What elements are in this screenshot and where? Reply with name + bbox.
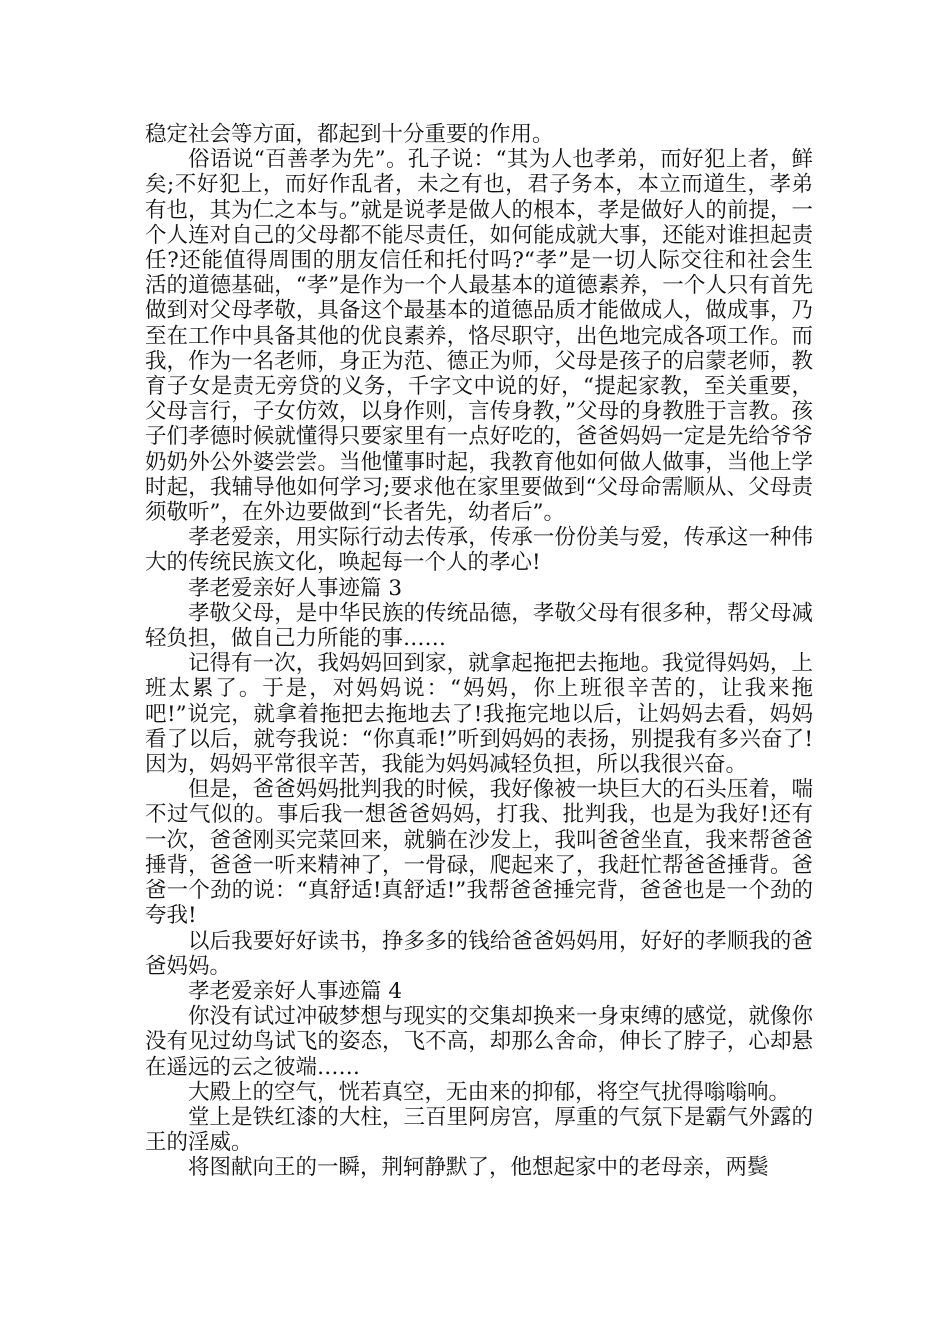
paragraph-palace-pillars: 堂上是铁红漆的大柱，三百里阿房宫，厚重的气氛下是霸气外露的王的淫威。: [145, 1104, 813, 1156]
paragraph-jing-ke: 将图献向王的一瞬，荆轲静默了，他想起家中的老母亲，两鬓: [188, 1155, 769, 1181]
section-heading-4: 孝老爱亲好人事迹篇 4: [188, 978, 403, 1004]
section-heading-3: 孝老爱亲好人事迹篇 3: [188, 575, 403, 601]
document-page: [145, 122, 813, 1181]
paragraph-resolution: 以后我要好好读书，挣多多的钱给爸爸妈妈用，好好的孝顺我的爸爸妈妈。: [145, 928, 813, 979]
paragraph-filial-piety-essay: 俗语说“百善孝为先”。孔子说：“其为人也孝弟，而好犯上者，鲜矣;不好犯上，而好作乱者，未之有也，君子务本，本立而道生，孝弟有也，其为仁之本与。”就是说孝是做人的根本，孝是做好人的前提，一个人连对自己的父母都不能尽责任，如何能成就大事，还能对谁担起责任?还能值得周围的朋友信任和托付吗?“孝”是一切人际交往和社会生活的道德基础，“孝”是作为一个人最基本的道德素养，一个人只有首先做到对父母孝敬，具备这个最基本的道德品质才能做成人，做成事，乃至在工作中具备其他的优良素养，恪尽职守，出色地完成各项工作。而我，作为一名老师，身正为范、德正为师，父母是孩子的启蒙老师，教育子女是责无旁贷的义务，千字文中说的好，“提起家教，至关重要，父母言行，子女仿效，以身作则，言传身教，”父母的身教胜于言教。孩子们孝德时候就懂得只要家里有一点好吃的，爸爸妈妈一定是先给爷爷奶奶外公外婆尝尝。当他懂事时起，我教育他如何做人做事，当他上学时起，我辅导他如何学习;要求他在家里要做到“父母命需顺从、父母责须敬听”，在外边要做到“长者先，幼者后”。: [145, 147, 813, 526]
paragraph-mopping-story: 记得有一次，我妈妈回到家，就拿起拖把去拖地。我觉得妈妈，上班太累了。于是，对妈妈说：“妈妈，你上班很辛苦的，让我来拖吧!”说完，就拿着拖把去拖地去了!我拖完地以后，让妈妈去看，妈妈看了以后，就夸我说：“你真乖!”听到妈妈的表扬，别提我有多兴奋了!因为，妈妈平常很辛苦，我能为妈妈减轻负担，所以我很兴奋。: [145, 651, 813, 778]
paragraph-intro-3: 孝敬父母，是中华民族的传统品德，孝敬父母有很多种，帮父母减轻负担，做自己力所能的事……: [145, 600, 813, 652]
paragraph-palace-air: 大殿上的空气，恍若真空，无由来的抑郁，将空气扰得嗡嗡响。: [188, 1079, 791, 1105]
paragraph-back-massage-story: 但是，爸爸妈妈批判我的时候，我好像被一块巨大的石头压着，喘不过气似的。事后我一想爸爸妈妈，打我、批判我，也是为我好!还有一次，爸爸刚买完菜回来，就躺在沙发上，我叫爸爸坐直，我来帮爸爸捶背，爸爸一听来精神了，一骨碌，爬起来了，我赶忙帮爸爸捶背。爸爸一个劲的说：“真舒适!真舒适!”我帮爸爸捶完背，爸爸也是一个劲的夸我!: [145, 777, 813, 929]
paragraph-dream-reality: 你没有试过冲破梦想与现实的交集却换来一身束缚的感觉，就像你没有见过幼鸟试飞的姿态，飞不高，却那么舍命，伸长了脖子，心却悬在遥远的云之彼端……: [145, 1004, 813, 1080]
paragraph-continuation: 稳定社会等方面，都起到十分重要的作用。: [145, 122, 554, 147]
paragraph-conclusion: 孝老爱亲，用实际行动去传承，传承一份份美与爱，传承这一种伟大的传统民族文化，唤起每一个人的孝心!: [145, 525, 813, 576]
